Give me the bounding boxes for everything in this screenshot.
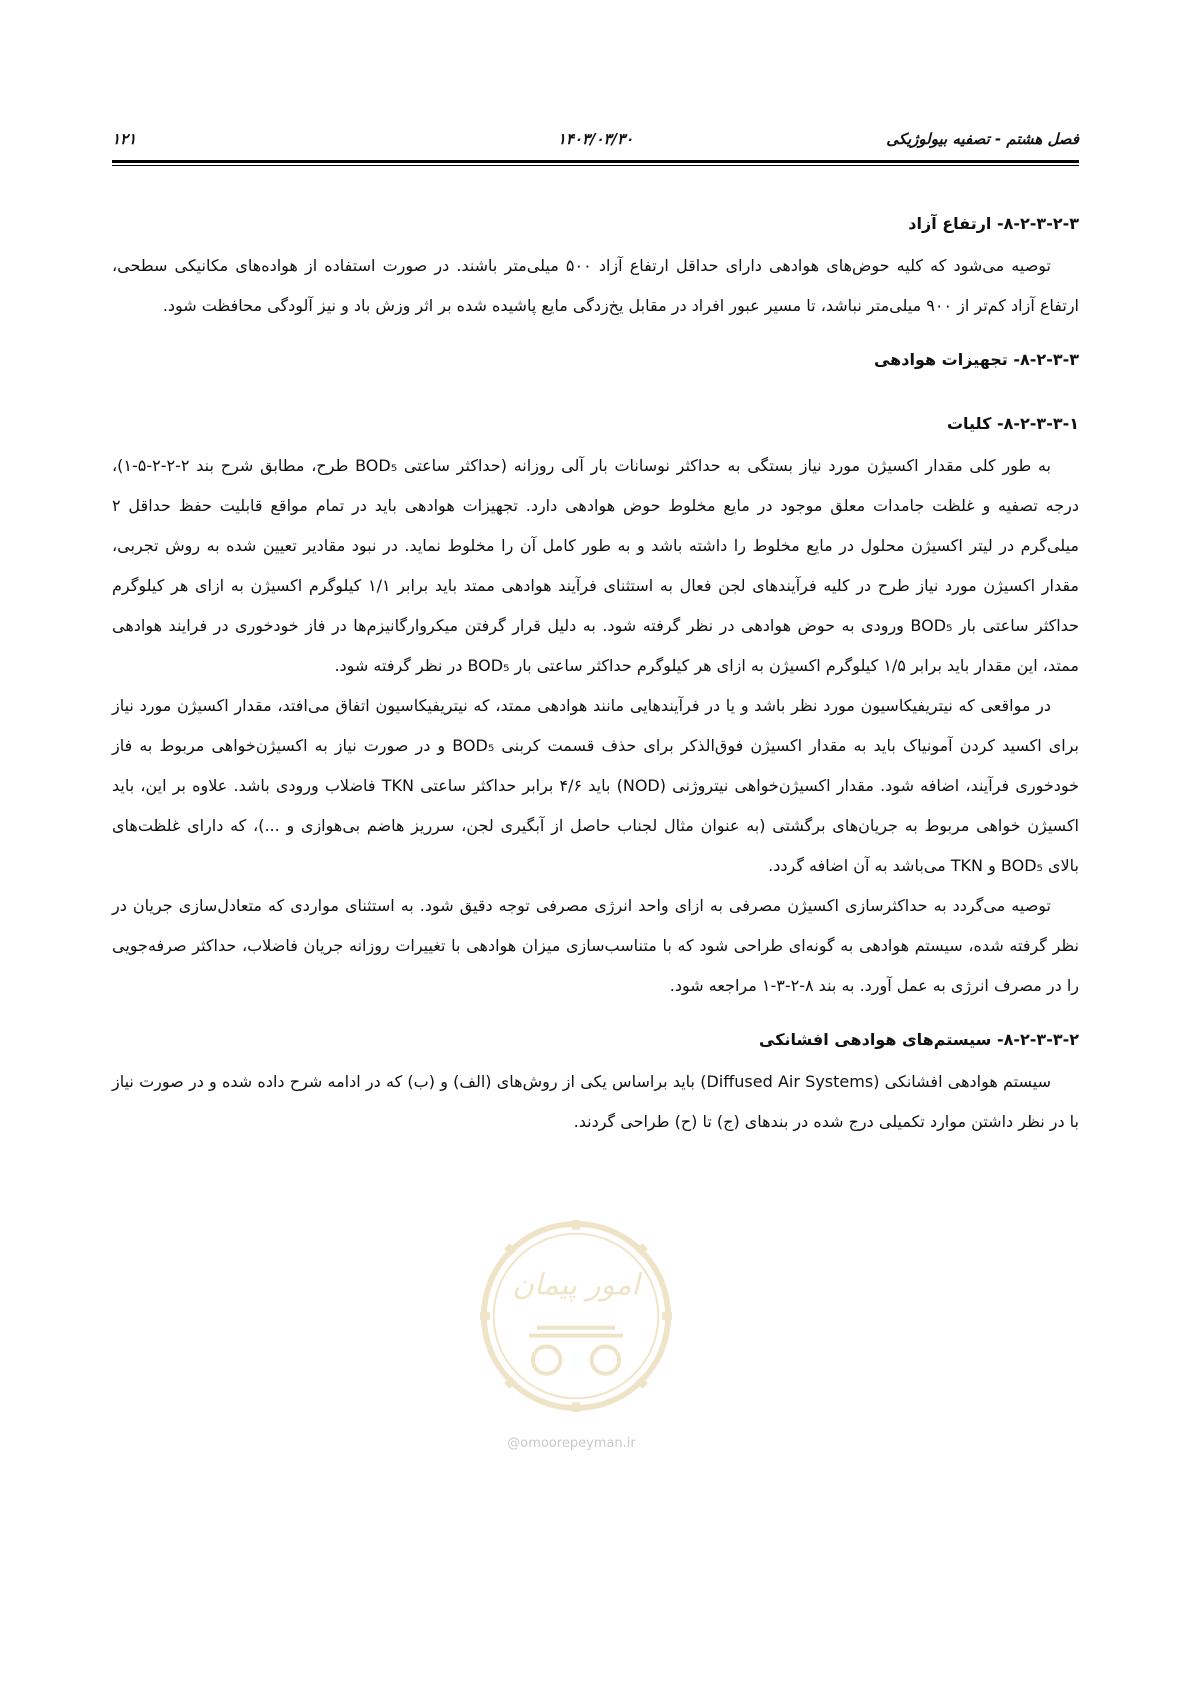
paragraph-general-1: به طور کلی مقدار اکسیژن مورد نیاز بستگی به حداکثر نوسانات بار آلی روزانه (حداکثر ساعتی BOD₅ طرح، مطابق شرح بند ۲-۲-۲-۵-۱)، درجه تصفیه و غلظت جامدات معلق موجود در مایع مخلوط حوض هوادهی دارد. تجهیزات هوادهی باید در تمام مواقع قابلیت حفظ حداقل ۲ میلی‌گرم در لیتر اکسیژن محلول در مایع مخلوط را داشته باشد و به طور کامل آن را مخلوط نماید. در نبود مقادیر تعیین شده به روش تجربی، مقدار اکسیژن مورد نیاز طرح در کلیه فرآیندهای لجن فعال به استثنای فرآیند هوادهی ممتد باید برابر ۱/۱ کیلوگرم اکسیژن به ازای هر کیلوگرم حداکثر ساعتی بار BOD₅ ورودی به حوض هوادهی در نظر گرفته شود. به دلیل قرار گرفتن میکروارگانیزم‌ها در فاز خودخوری در فرایند هوادهی ممتد، این مقدار باید برابر ۱/۵ کیلوگرم اکسیژن به ازای هر کیلوگرم حداکثر ساعتی بار BOD₅ در نظر گرفته شود. (112, 456, 1080, 675)
page-header (112, 130, 1079, 152)
section-heading-general: ۸-۲-۳-۳-۱- کلیات (946, 414, 1079, 433)
document-body (112, 212, 1079, 1142)
watermark-url-text: @omoorepeyman.ir (507, 1436, 636, 1451)
paragraph-freeboard: توصیه می‌شود که کلیه حوض‌های هوادهی دارای حداقل ارتفاع آزاد ۵۰۰ میلی‌متر باشند. در صورت استفاده از هواده‌های مکانیکی سطحی، ارتفاع آزاد کم‌تر از ۹۰۰ میلی‌متر نباشد، تا مسیر عبور افراد در مقابل یخ‌زدگی مایع پاشیده شده بر اثر وزش باد و نیز آلودگی محافظت شود. (112, 256, 1079, 315)
section-heading-freeboard: ۸-۲-۳-۲-۳- ارتفاع آزاد (908, 214, 1079, 233)
watermark-logo-text: امور پیمان (512, 1267, 640, 1302)
header-rule-thin (112, 165, 1079, 166)
chapter-title: فصل هشتم - تصفیه بیولوژیکی (886, 130, 1079, 148)
page-number: ۱۲۱ (112, 130, 137, 148)
header-date: ۱۴۰۳/۰۳/۳۰ (557, 130, 634, 148)
watermark-logo (478, 1218, 674, 1414)
header-rule-thick (112, 160, 1079, 163)
section-heading-diffused-air: ۸-۲-۳-۳-۲- سیستم‌های هوادهی افشانکی (759, 1030, 1079, 1049)
paragraph-diffused-air: سیستم هوادهی افشانکی (Diffused Air Systems) باید براساس یکی از روش‌های (الف) و (ب) که در ادامه شرح داده شده و در صورت نیاز با در نظر داشتن موارد تکمیلی درج شده در بندهای (ج) تا (ح) طراحی گردند. (112, 1072, 1079, 1131)
section-heading-aeration-equipment: ۸-۲-۳-۳- تجهیزات هوادهی (873, 350, 1079, 369)
watermark-url (0, 1436, 1191, 1451)
paragraph-general-2: در مواقعی که نیتریفیکاسیون مورد نظر باشد و یا در فرآیندهایی مانند هوادهی ممتد، که نیتریفیکاسیون اتفاق می‌افتد، مقدار اکسیژن مورد نیاز برای اکسید کردن آمونیاک باید به مقدار اکسیژن فوق‌الذکر برای حذف قسمت کربنی BOD₅ و در صورت نیاز به اکسیژن‌خواهی مربوط به فاز خودخوری فرآیند، اضافه شود. مقدار اکسیژن‌خواهی نیتروژنی (NOD) باید ۴/۶ برابر حداکثر ساعتی TKN فاضلاب ورودی باشد. علاوه بر این، باید اکسیژن خواهی مربوط به جریان‌های برگشتی (به عنوان مثال لجناب حاصل از آبگیری لجن، سرریز هاضم بی‌هوازی و ...)، که دارای غلظت‌های بالای BOD₅ و TKN می‌باشد به آن اضافه گردد. (112, 696, 1080, 875)
paragraph-general-3: توصیه می‌گردد به حداکثرسازی اکسیژن مصرفی به ازای واحد انرژی مصرفی توجه دقیق شود. به استثنای مواردی که متعادل‌سازی جریان در نظر گرفته شده، سیستم هوادهی به گونه‌ای طراحی شود که با متناسب‌سازی میزان هوادهی با تغییرات روزانه جریان فاضلاب، حداکثر صرفه‌جویی را در مصرف انرژی به عمل آورد. به بند ۸-۲-۳-۱ مراجعه شود. (112, 896, 1079, 995)
